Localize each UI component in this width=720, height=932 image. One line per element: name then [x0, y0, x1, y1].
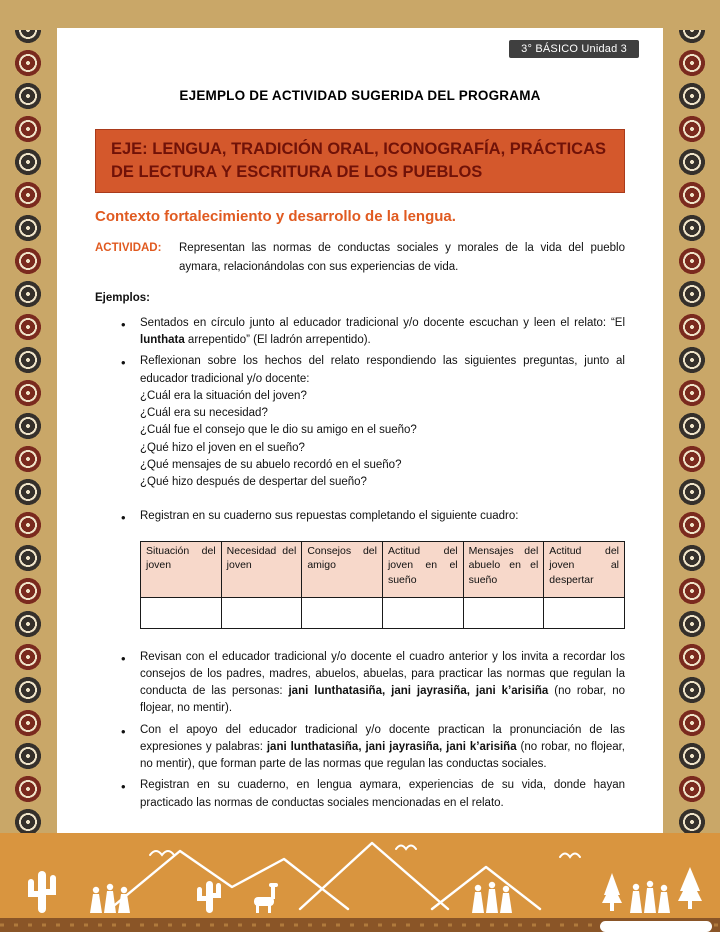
- answers-table: [140, 541, 625, 629]
- table-cell: [544, 597, 625, 628]
- context-heading: Contexto fortalecimiento y desarrollo de la lengua.: [95, 208, 456, 226]
- table-header-cell: Situación del joven: [141, 541, 222, 597]
- table-cell: [463, 597, 544, 628]
- activity-paragraph: [95, 239, 625, 276]
- bullet-item: [95, 353, 625, 491]
- table-header-cell: Actitud del joven al despertar: [544, 541, 625, 597]
- table-cell: [141, 597, 222, 628]
- decorative-border-left: [6, 30, 50, 833]
- bullet-text: • Revisan con el educador tradicional y/o docente el cuadro anterior y los invita a recordar los consejos de los padres, madres, abuelos, abuelas, para practicar las normas que regulan la conducta de las personas: jani lunthatasiña, jani jayrasiña, jani k’arisiña (no robar, no flojear, no mentir).: [140, 650, 625, 715]
- bullet-text: • Registran en su cuaderno, en lengua aymara, experiencias de su vida, donde hayan practicado las normas de conductas sociales mencionadas en el relato.: [140, 779, 625, 809]
- table-header-cell: Actitud del joven en el sueño: [382, 541, 463, 597]
- page-title: EJEMPLO DE ACTIVIDAD SUGERIDA DEL PROGRAMA: [179, 88, 541, 103]
- bullet-item: [95, 315, 625, 350]
- table-header-cell: Mensajes del abuelo en el sueño: [463, 541, 544, 597]
- table-header-cell: Consejos del amigo: [302, 541, 383, 597]
- unit-badge: 3° BÁSICO Unidad 3: [509, 40, 639, 58]
- footer-illustration: [0, 833, 720, 932]
- question-line: ¿Cuál era su necesidad?: [140, 407, 268, 420]
- question-line: ¿Cuál fue el consejo que le dio su amigo en el sueño?: [140, 424, 417, 437]
- bullet-item: [95, 777, 625, 812]
- question-line: ¿Cuál era la situación del joven?: [140, 389, 307, 402]
- examples-label: Ejemplos:: [95, 291, 150, 304]
- table-cell: [302, 597, 383, 628]
- examples-list-1: [95, 315, 625, 526]
- bullet-item: [95, 649, 625, 718]
- bullet-text: • Registran en su cuaderno sus repuestas completando el siguiente cuadro:: [140, 510, 519, 523]
- question-line: ¿Qué hizo después de despertar del sueño?: [140, 476, 367, 489]
- table-header-row: [141, 541, 625, 597]
- table-row: [141, 597, 625, 628]
- bullet-text: • Con el apoyo del educador tradicional y/o docente practican la pronunciación de las expresiones y palabras: jani lunthatasiña, jani jayrasiña, jani k’arisiña (no robar, no flojear, no mentir), que forman parte de las normas que regulan las conductas sociales.: [140, 723, 626, 771]
- table-body: [141, 597, 625, 628]
- bullet-text: • Reflexionan sobre los hechos del relato respondiendo las siguientes preguntas, junto al educador tradicional y/o docente:: [140, 355, 625, 385]
- activity-label: ACTIVIDAD:: [95, 242, 162, 255]
- examples-list-2: [95, 649, 625, 812]
- bullet-item: [95, 508, 625, 525]
- table-cell: [382, 597, 463, 628]
- eje-banner: EJE: LENGUA, TRADICIÓN ORAL, ICONOGRAFÍA, PRÁCTICAS DE LECTURA Y ESCRITURA DE LOS PUEBLOS: [95, 129, 625, 193]
- bullet-text: • Sentados en círculo junto al educador tradicional y/o docente escuchan y leen el relato: “El lunthata arrepentido” (El ladrón arrepentido).: [140, 316, 625, 347]
- question-line: ¿Qué hizo el joven en el sueño?: [140, 441, 305, 454]
- question-line: ¿Qué mensajes de su abuelo recordó en el sueño?: [140, 458, 402, 471]
- footer-landscape-svg: [0, 833, 720, 932]
- decorative-border-right: [670, 30, 714, 833]
- activity-text: Representan las normas de conductas sociales y morales de la vida del pueblo aymara, relacionándolas con sus experiencias de vida.: [179, 242, 625, 273]
- bullet-item: [95, 722, 625, 774]
- table-cell: [221, 597, 302, 628]
- table-header-cell: Necesidad del joven: [221, 541, 302, 597]
- page-content: [57, 28, 663, 833]
